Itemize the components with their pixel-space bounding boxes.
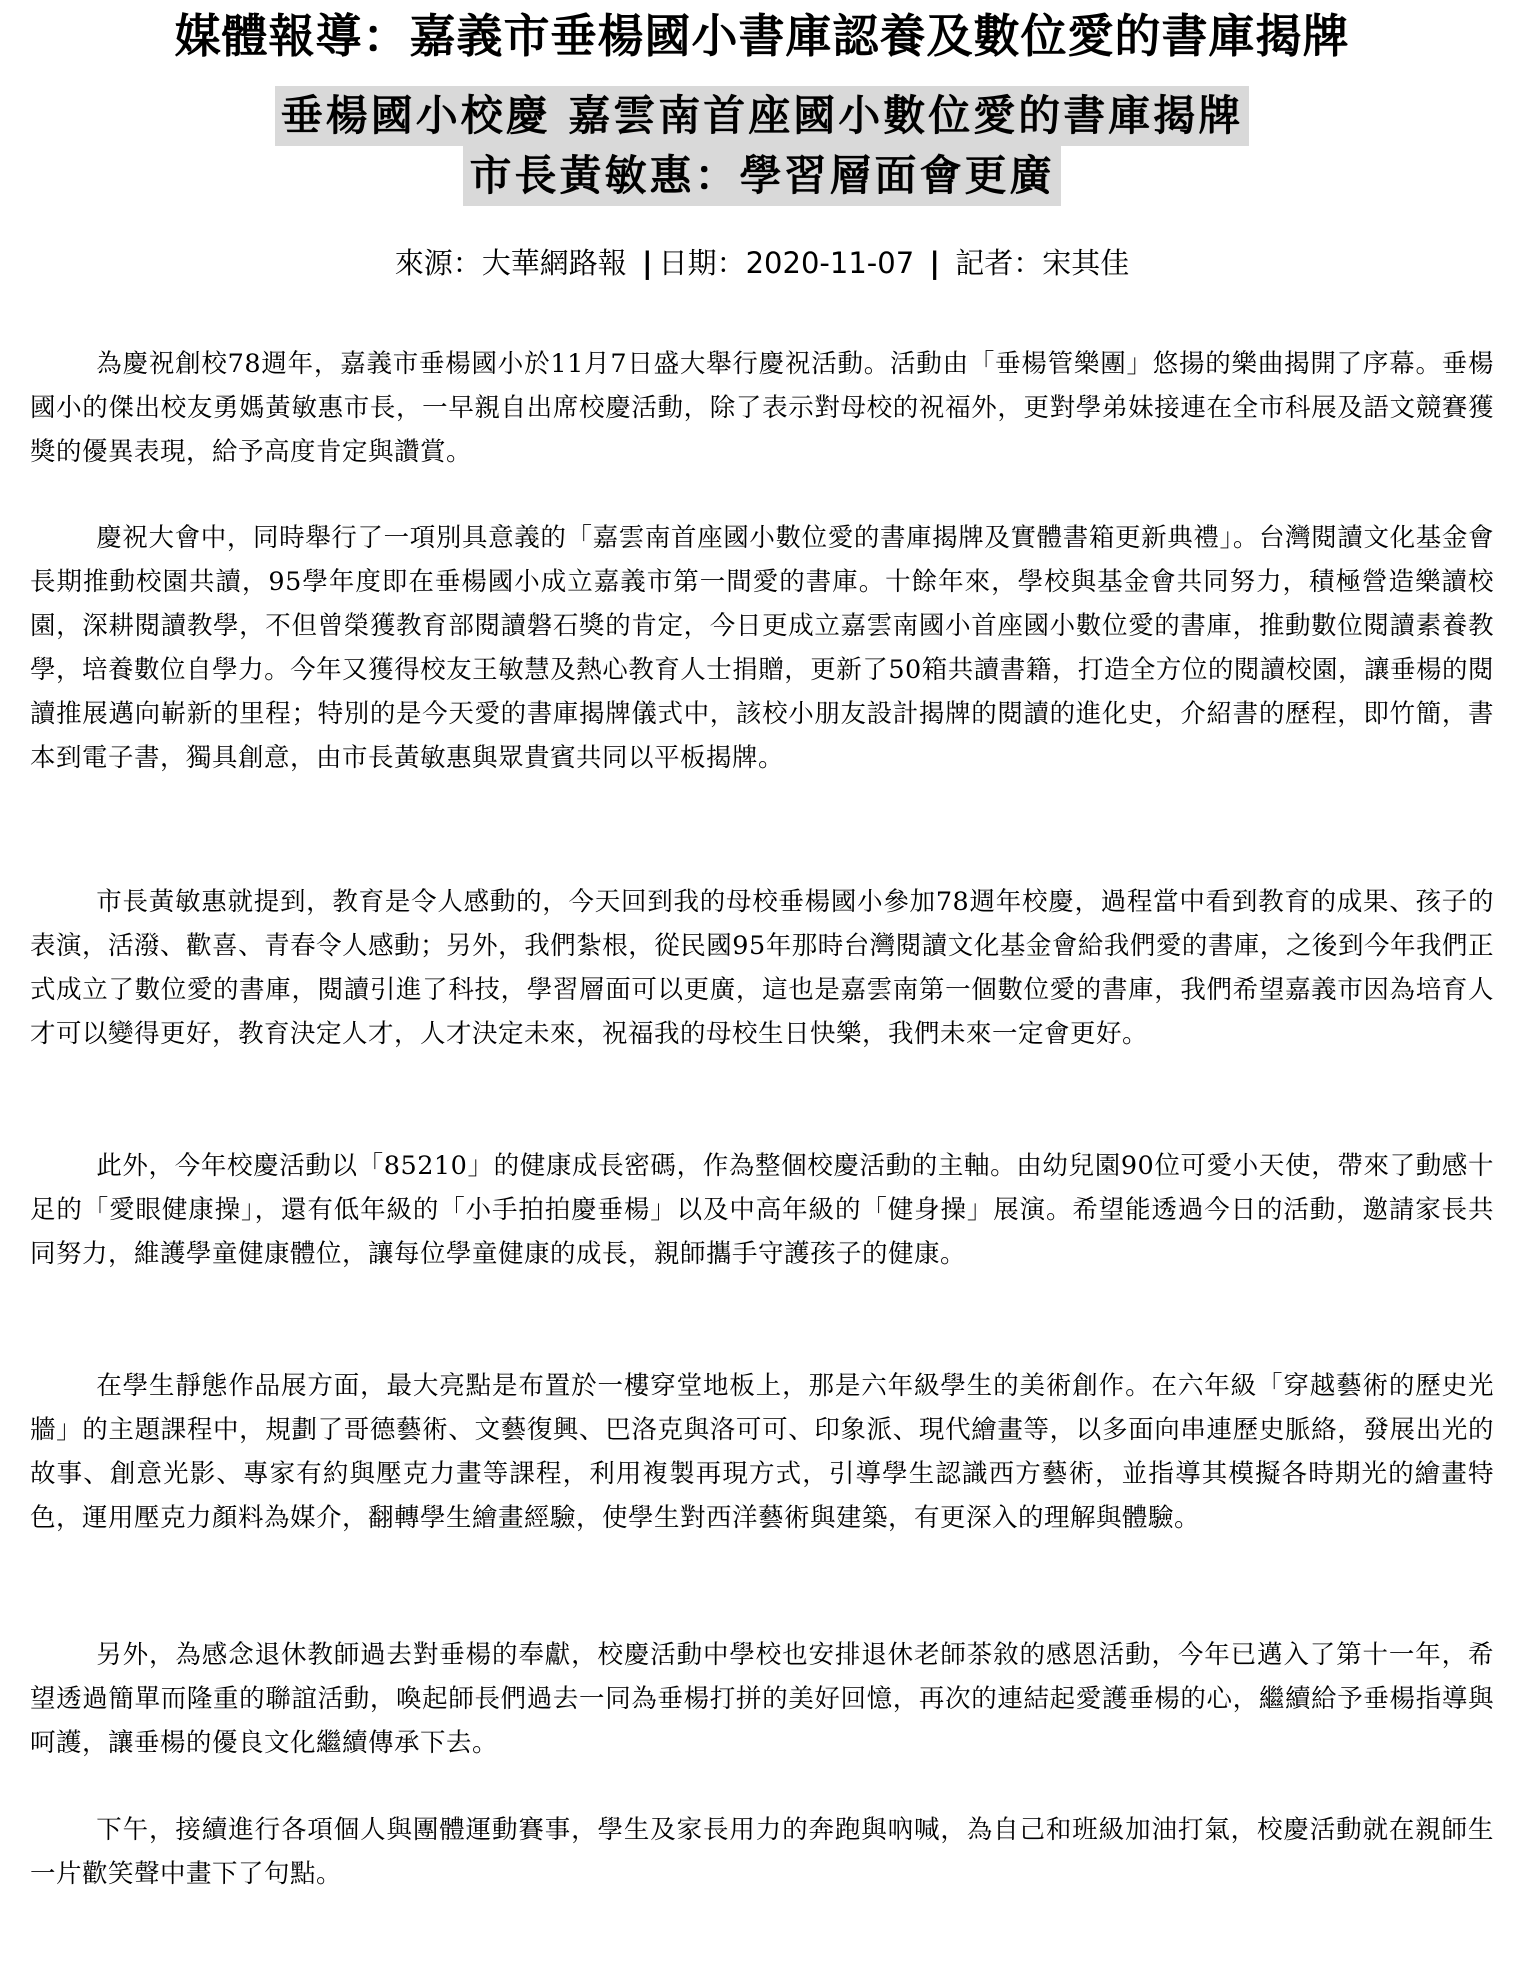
article-paragraph xyxy=(30,1364,1494,1540)
headline-line-2: 市長黃敏惠：學習層面會更廣 xyxy=(463,146,1060,206)
paragraph-text: 下午，接續進行各項個人與團體運動賽事，學生及家長用力的奔跑與吶喊，為自己和班級加油打氣，校慶活動就在親師生一片歡笑聲中畫下了句點。 xyxy=(30,1815,1494,1889)
byline-reporter: 記者：宋其佳 xyxy=(955,246,1130,280)
paragraph-text: 市長黃敏惠就提到，教育是令人感動的，今天回到我的母校垂楊國小參加78週年校慶，過程當中看到教育的成果、孩子的表演，活潑、歡喜、青春令人感動；另外，我們紮根，從民國95年那時台灣閱讀文化基金會給我們愛的書庫，之後到今年我們正式成立了數位愛的書庫，閱讀引進了科技，學習層面可以更廣，這也是嘉雲南第一個數位愛的書庫，我們希望嘉義市因為培育人才可以變得更好，教育決定人才，人才決定未來，祝福我的母校生日快樂，我們未來一定會更好。 xyxy=(30,887,1494,1049)
article-paragraph xyxy=(30,880,1494,1056)
article-headline xyxy=(0,86,1524,206)
paragraph-text: 慶祝大會中，同時舉行了一項別具意義的「嘉雲南首座國小數位愛的書庫揭牌及實體書箱更新典禮」。台灣閱讀文化基金會長期推動校園共讀，95學年度即在垂楊國小成立嘉義市第一間愛的書庫。十餘年來，學校與基金會共同努力，積極營造樂讀校園，深耕閱讀教學，不但曾榮獲教育部閱讀磐石獎的肯定，今日更成立嘉雲南國小首座國小數位愛的書庫，推動數位閱讀素養教學，培養數位自學力。今年又獲得校友王敏慧及熱心教育人士捐贈，更新了50箱共讀書籍，打造全方位的閱讀校園，讓垂楊的閱讀推展邁向嶄新的里程；特別的是今天愛的書庫揭牌儀式中，該校小朋友設計揭牌的閱讀的進化史，介紹書的歷程，即竹簡，書本到電子書，獨具創意，由市長黃敏惠與眾貴賓共同以平板揭牌。 xyxy=(30,523,1494,773)
paragraph-text: 為慶祝創校78週年，嘉義市垂楊國小於11月7日盛大舉行慶祝活動。活動由「垂楊管樂團」悠揚的樂曲揭開了序幕。垂楊國小的傑出校友勇媽黃敏惠市長，一早親自出席校慶活動，除了表示對母校的祝福外，更對學弟妹接連在全市科展及語文競賽獲獎的優異表現，給予高度肯定與讚賞。 xyxy=(30,349,1494,467)
paragraph-text: 另外，為感念退休教師過去對垂楊的奉獻，校慶活動中學校也安排退休老師茶敘的感恩活動，今年已邁入了第十一年，希望透過簡單而隆重的聯誼活動，喚起師長們過去一同為垂楊打拼的美好回憶，再次的連結起愛護垂楊的心，繼續給予垂楊指導與呵護，讓垂楊的優良文化繼續傳承下去。 xyxy=(30,1640,1494,1758)
article-paragraph xyxy=(30,1144,1494,1276)
byline-separator: | xyxy=(642,246,653,280)
paragraph-text: 此外，今年校慶活動以「85210」的健康成長密碼，作為整個校慶活動的主軸。由幼兒園90位可愛小天使，帶來了動感十足的「愛眼健康操」，還有低年級的「小手拍拍慶垂楊」以及中高年級的「健身操」展演。希望能透過今日的活動，邀請家長共同努力，維護學童健康體位，讓每位學童健康的成長，親師攜手守護孩子的健康。 xyxy=(30,1151,1494,1269)
paragraph-text: 在學生靜態作品展方面，最大亮點是布置於一樓穿堂地板上，那是六年級學生的美術創作。在六年級「穿越藝術的歷史光牆」的主題課程中，規劃了哥德藝術、文藝復興、巴洛克與洛可可、印象派、現代繪畫等，以多面向串連歷史脈絡，發展出光的故事、創意光影、專家有約與壓克力畫等課程，利用複製再現方式，引導學生認識西方藝術，並指導其模擬各時期光的繪畫特色，運用壓克力顏料為媒介，翻轉學生繪畫經驗，使學生對西洋藝術與建築，有更深入的理解與體驗。 xyxy=(30,1371,1494,1533)
byline-source: 來源：大華網路報 xyxy=(394,246,627,280)
article-byline xyxy=(0,240,1524,286)
headline-line-1: 垂楊國小校慶 嘉雲南首座國小數位愛的書庫揭牌 xyxy=(275,86,1250,146)
article-paragraph xyxy=(30,516,1494,780)
byline-date: 日期：2020-11-07 xyxy=(658,246,915,280)
article-paragraph xyxy=(30,342,1494,474)
byline-separator: | xyxy=(929,246,940,280)
article-paragraph xyxy=(30,1633,1494,1765)
document-title: 媒體報導：嘉義市垂楊國小書庫認養及數位愛的書庫揭牌 xyxy=(174,9,1350,63)
article-paragraph xyxy=(30,1808,1494,1896)
